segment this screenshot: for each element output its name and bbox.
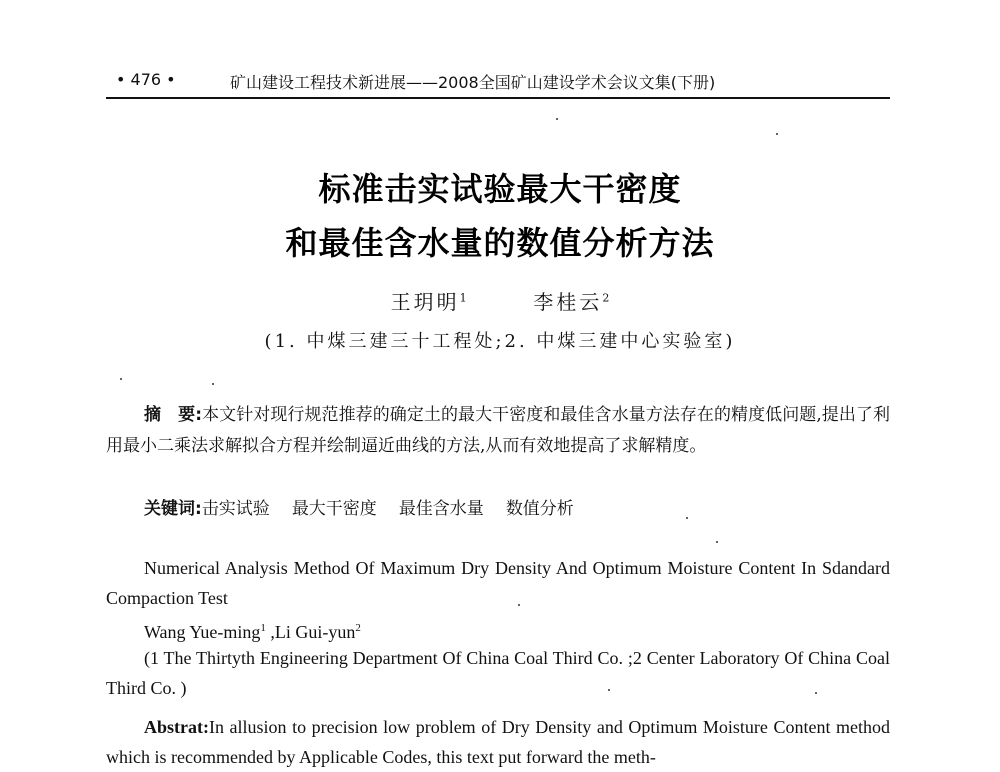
affiliation: (1. 中煤三建三十工程处;2. 中煤三建中心实验室) bbox=[264, 331, 736, 352]
abstract-zh bbox=[106, 400, 890, 462]
scan-speck bbox=[815, 692, 817, 694]
running-header bbox=[106, 66, 890, 96]
scan-speck bbox=[608, 689, 610, 691]
keyword: 最佳含水量 bbox=[398, 499, 484, 519]
running-title: 矿山建设工程技术新进展——2008全国矿山建设学术会议文集(下册) bbox=[230, 73, 716, 92]
english-author-2: Li Gui-yun bbox=[274, 622, 356, 642]
scan-speck bbox=[212, 383, 214, 385]
scan-speck bbox=[686, 517, 688, 519]
english-abstract bbox=[106, 712, 890, 772]
abstract-zh-text: 本文针对现行规范推荐的确定土的最大干密度和最佳含水量方法存在的精度低问题,提出了利用最小二乘法求解拟合方程并绘制逼近曲线的方法,从而有效地提高了求解精度。 bbox=[106, 405, 890, 456]
english-abstract-text: In allusion to precision low problem of Dry Density and Optimum Moisture Content method which is recommended by Applicable Codes, this text put forward the meth- bbox=[106, 717, 890, 767]
page-number: • 476 • bbox=[116, 70, 176, 89]
keywords-label: 关键词: bbox=[144, 499, 202, 519]
author-1: 王玥明 bbox=[390, 290, 460, 314]
paper-title-line-1: 标准击实试验最大干密度 bbox=[318, 170, 682, 208]
english-abstract-label: Abstrat: bbox=[144, 717, 209, 737]
scan-speck bbox=[716, 541, 718, 543]
author-1-mark: 1 bbox=[459, 291, 467, 305]
english-author-2-mark: 2 bbox=[355, 622, 361, 634]
english-authors: Wang Yue-ming$^1$ ,Li Gui-yun$^2$ bbox=[144, 622, 361, 642]
scan-speck bbox=[556, 118, 558, 120]
abstract-zh-label: 摘 要: bbox=[144, 405, 202, 425]
scan-speck bbox=[120, 378, 122, 380]
keyword: 最大干密度 bbox=[291, 499, 377, 519]
paper-title-line-2: 和最佳含水量的数值分析方法 bbox=[285, 224, 715, 262]
english-author-1: Wang Yue-ming bbox=[144, 622, 261, 642]
english-affiliation: (1 The Thirtyth Engineering Department Of China Coal Third Co. ;2 Center Laboratory Of China Coal Third Co. ) bbox=[106, 648, 890, 698]
author-line bbox=[0, 286, 1000, 315]
keywords-zh bbox=[106, 494, 928, 525]
english-author-1-mark: 1 bbox=[260, 622, 266, 634]
english-title: Numerical Analysis Method Of Maximum Dry Density And Optimum Moisture Content In Sdandard Compaction Test bbox=[106, 558, 890, 608]
keyword: 击实试验 bbox=[201, 499, 270, 519]
scan-speck bbox=[518, 604, 520, 606]
author-2-mark: 2 bbox=[602, 291, 610, 305]
header-rule bbox=[106, 97, 890, 99]
keyword: 数值分析 bbox=[505, 499, 574, 519]
author-2: 李桂云 bbox=[533, 290, 603, 314]
scan-speck bbox=[776, 133, 778, 135]
